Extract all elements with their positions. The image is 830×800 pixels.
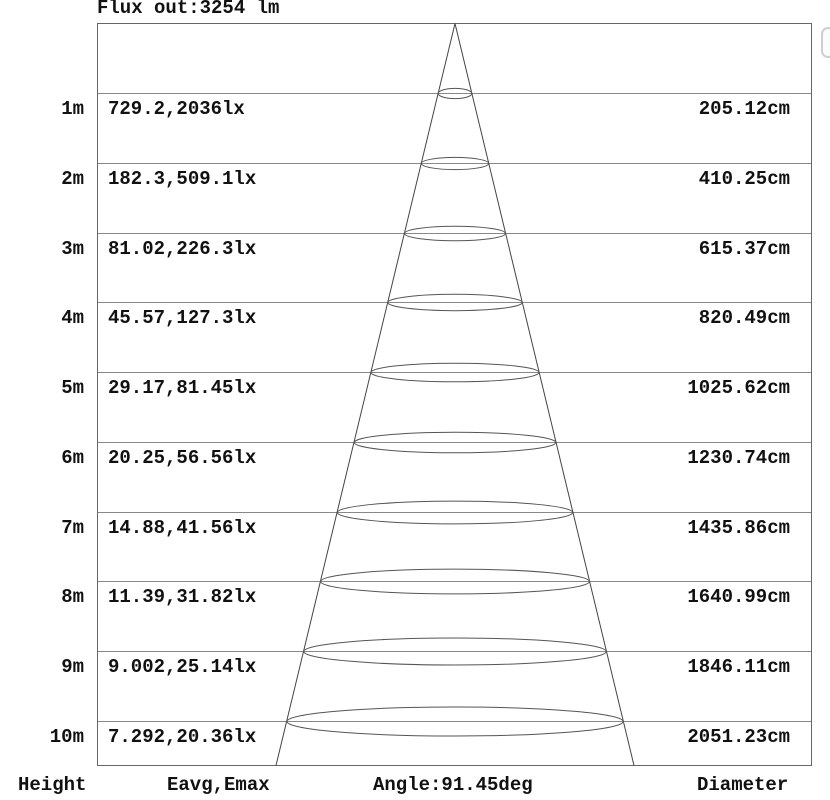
column-label-diameter: Diameter xyxy=(697,774,789,796)
row-eavg-emax-value: 7.292,20.36lx xyxy=(108,726,257,748)
row-diameter-value: 1025.62cm xyxy=(687,377,790,399)
row-height-label: 4m xyxy=(61,307,84,329)
row-height-label: 7m xyxy=(61,517,84,539)
row-height-label: 5m xyxy=(61,377,84,399)
row-height-label: 8m xyxy=(61,586,84,608)
row-eavg-emax-value: 45.57,127.3lx xyxy=(108,307,257,329)
beam-angle-label: Angle:91.45deg xyxy=(373,774,533,796)
row-diameter-value: 1230.74cm xyxy=(687,447,790,469)
row-eavg-emax-value: 729.2,2036lx xyxy=(108,98,245,120)
row-eavg-emax-value: 14.88,41.56lx xyxy=(108,517,257,539)
row-eavg-emax-value: 182.3,509.1lx xyxy=(108,168,257,190)
row-eavg-emax-value: 20.25,56.56lx xyxy=(108,447,257,469)
row-eavg-emax-value: 9.002,25.14lx xyxy=(108,656,257,678)
row-diameter-value: 2051.23cm xyxy=(687,726,790,748)
cone-edge-right xyxy=(455,24,634,766)
row-height-label: 1m xyxy=(61,98,84,120)
row-height-label: 2m xyxy=(61,168,84,190)
row-eavg-emax-value: 11.39,31.82lx xyxy=(108,586,257,608)
cone-edge-left xyxy=(276,24,455,766)
row-diameter-value: 205.12cm xyxy=(698,98,790,120)
row-diameter-value: 1640.99cm xyxy=(687,586,790,608)
scrollbar-thumb[interactable] xyxy=(821,27,830,58)
row-height-label: 9m xyxy=(61,656,84,678)
row-eavg-emax-value: 29.17,81.45lx xyxy=(108,377,257,399)
row-height-label: 6m xyxy=(61,447,84,469)
row-diameter-value: 1435.86cm xyxy=(687,517,790,539)
row-eavg-emax-value: 81.02,226.3lx xyxy=(108,238,257,260)
column-label-height: Height xyxy=(18,774,87,796)
row-diameter-value: 615.37cm xyxy=(698,238,790,260)
flux-output-label: Flux out:3254 lm xyxy=(97,0,280,19)
row-height-label: 3m xyxy=(61,238,84,260)
row-diameter-value: 1846.11cm xyxy=(687,656,790,678)
row-diameter-value: 410.25cm xyxy=(698,168,790,190)
column-label-eavg-emax: Eavg,Emax xyxy=(167,774,270,796)
row-diameter-value: 820.49cm xyxy=(698,307,790,329)
row-height-label: 10m xyxy=(49,726,84,748)
